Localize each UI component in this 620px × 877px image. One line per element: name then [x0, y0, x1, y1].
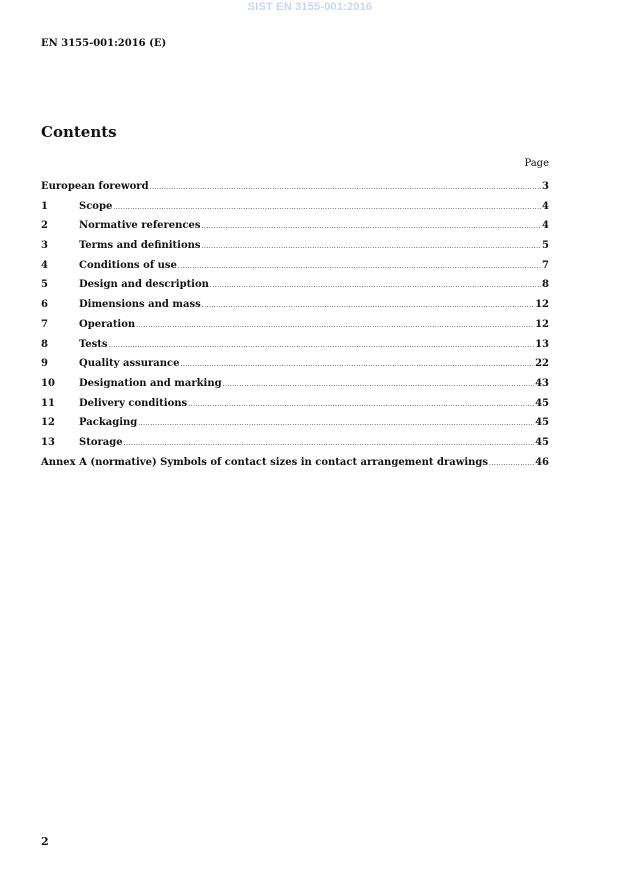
toc-dot-leader — [113, 204, 541, 211]
page-column-label: Page — [524, 158, 549, 169]
toc-entry[interactable] — [41, 417, 549, 437]
document-id-header: EN 3155-001:2016 (E) — [41, 38, 167, 49]
toc-entry[interactable] — [41, 279, 549, 299]
toc-dot-leader — [178, 263, 541, 270]
toc-entry[interactable] — [41, 220, 549, 240]
toc-dot-leader — [210, 282, 541, 289]
toc-entry-number: 13 — [41, 436, 55, 448]
toc-entry-title: Annex A (normative) Symbols of contact sizes in contact arrangement drawings — [41, 456, 489, 468]
contents-heading: Contents — [41, 123, 117, 141]
toc-entry-title: Scope — [79, 200, 113, 212]
toc-entry-title: Dimensions and mass — [79, 299, 201, 311]
toc-dot-leader — [202, 243, 542, 250]
toc-entry-number: 1 — [41, 200, 48, 212]
toc-entry-number: 5 — [41, 279, 48, 291]
toc-entry-page: 46 — [535, 456, 549, 468]
toc-entry-title: Conditions of use — [79, 259, 177, 271]
toc-entry-number: 6 — [41, 299, 48, 311]
toc-entry-page: 5 — [542, 240, 549, 252]
toc-entry-number: 11 — [41, 397, 55, 409]
toc-entry[interactable] — [41, 437, 549, 457]
toc-dot-leader — [489, 460, 534, 467]
toc-entry-page: 45 — [535, 397, 549, 409]
toc-entry-title: Delivery conditions — [79, 397, 188, 409]
toc-entry[interactable] — [41, 181, 549, 201]
toc-entry[interactable] — [41, 319, 549, 339]
toc-entry-page: 4 — [542, 200, 549, 212]
toc-entry[interactable] — [41, 358, 549, 378]
table-of-contents — [41, 181, 549, 476]
toc-dot-leader — [188, 401, 534, 408]
toc-entry[interactable] — [41, 398, 549, 418]
toc-entry-page: 8 — [542, 279, 549, 291]
toc-entry-title: Normative references — [79, 220, 201, 232]
toc-entry[interactable] — [41, 240, 549, 260]
page-number: 2 — [41, 835, 49, 848]
toc-dot-leader — [223, 381, 534, 388]
toc-entry-page: 43 — [535, 377, 549, 389]
toc-entry-page: 12 — [535, 318, 549, 330]
watermark: SIST EN 3155-001:2016 — [247, 1, 373, 13]
toc-entry-page: 7 — [542, 259, 549, 271]
toc-entry-page: 12 — [535, 299, 549, 311]
toc-entry-page: 45 — [535, 417, 549, 429]
toc-entry-number: 4 — [41, 259, 48, 271]
toc-dot-leader — [124, 440, 534, 447]
toc-entry-page: 13 — [535, 338, 549, 350]
toc-entry[interactable] — [41, 201, 549, 221]
toc-dot-leader — [180, 361, 534, 368]
toc-entry-title: Quality assurance — [79, 358, 180, 370]
toc-entry-number: 7 — [41, 318, 48, 330]
toc-dot-leader — [109, 342, 535, 349]
toc-entry[interactable] — [41, 457, 549, 477]
toc-dot-leader — [138, 420, 534, 427]
toc-dot-leader — [202, 223, 542, 230]
toc-entry-title: Packaging — [79, 417, 138, 429]
toc-entry-number: 12 — [41, 417, 55, 429]
toc-entry-number: 10 — [41, 377, 55, 389]
toc-entry-title: Designation and marking — [79, 377, 222, 389]
toc-entry-number: 8 — [41, 338, 48, 350]
toc-entry-page: 4 — [542, 220, 549, 232]
toc-dot-leader — [136, 322, 534, 329]
toc-entry[interactable] — [41, 299, 549, 319]
toc-entry[interactable] — [41, 260, 549, 280]
toc-entry-title: Design and description — [79, 279, 209, 291]
toc-entry-number: 2 — [41, 220, 48, 232]
toc-entry-page: 45 — [535, 436, 549, 448]
toc-entry-page: 22 — [535, 358, 549, 370]
toc-entry-title: Operation — [79, 318, 136, 330]
toc-entry-number: 3 — [41, 240, 48, 252]
toc-entry-title: Storage — [79, 436, 123, 448]
toc-entry-title: Tests — [79, 338, 108, 350]
toc-entry[interactable] — [41, 378, 549, 398]
toc-entry-number: 9 — [41, 358, 48, 370]
toc-entry-title: Terms and definitions — [79, 240, 201, 252]
toc-entry-title: European foreword — [41, 181, 149, 192]
toc-dot-leader — [202, 302, 534, 309]
toc-dot-leader — [150, 184, 541, 191]
toc-entry-page: 3 — [542, 181, 549, 192]
toc-entry[interactable] — [41, 339, 549, 359]
